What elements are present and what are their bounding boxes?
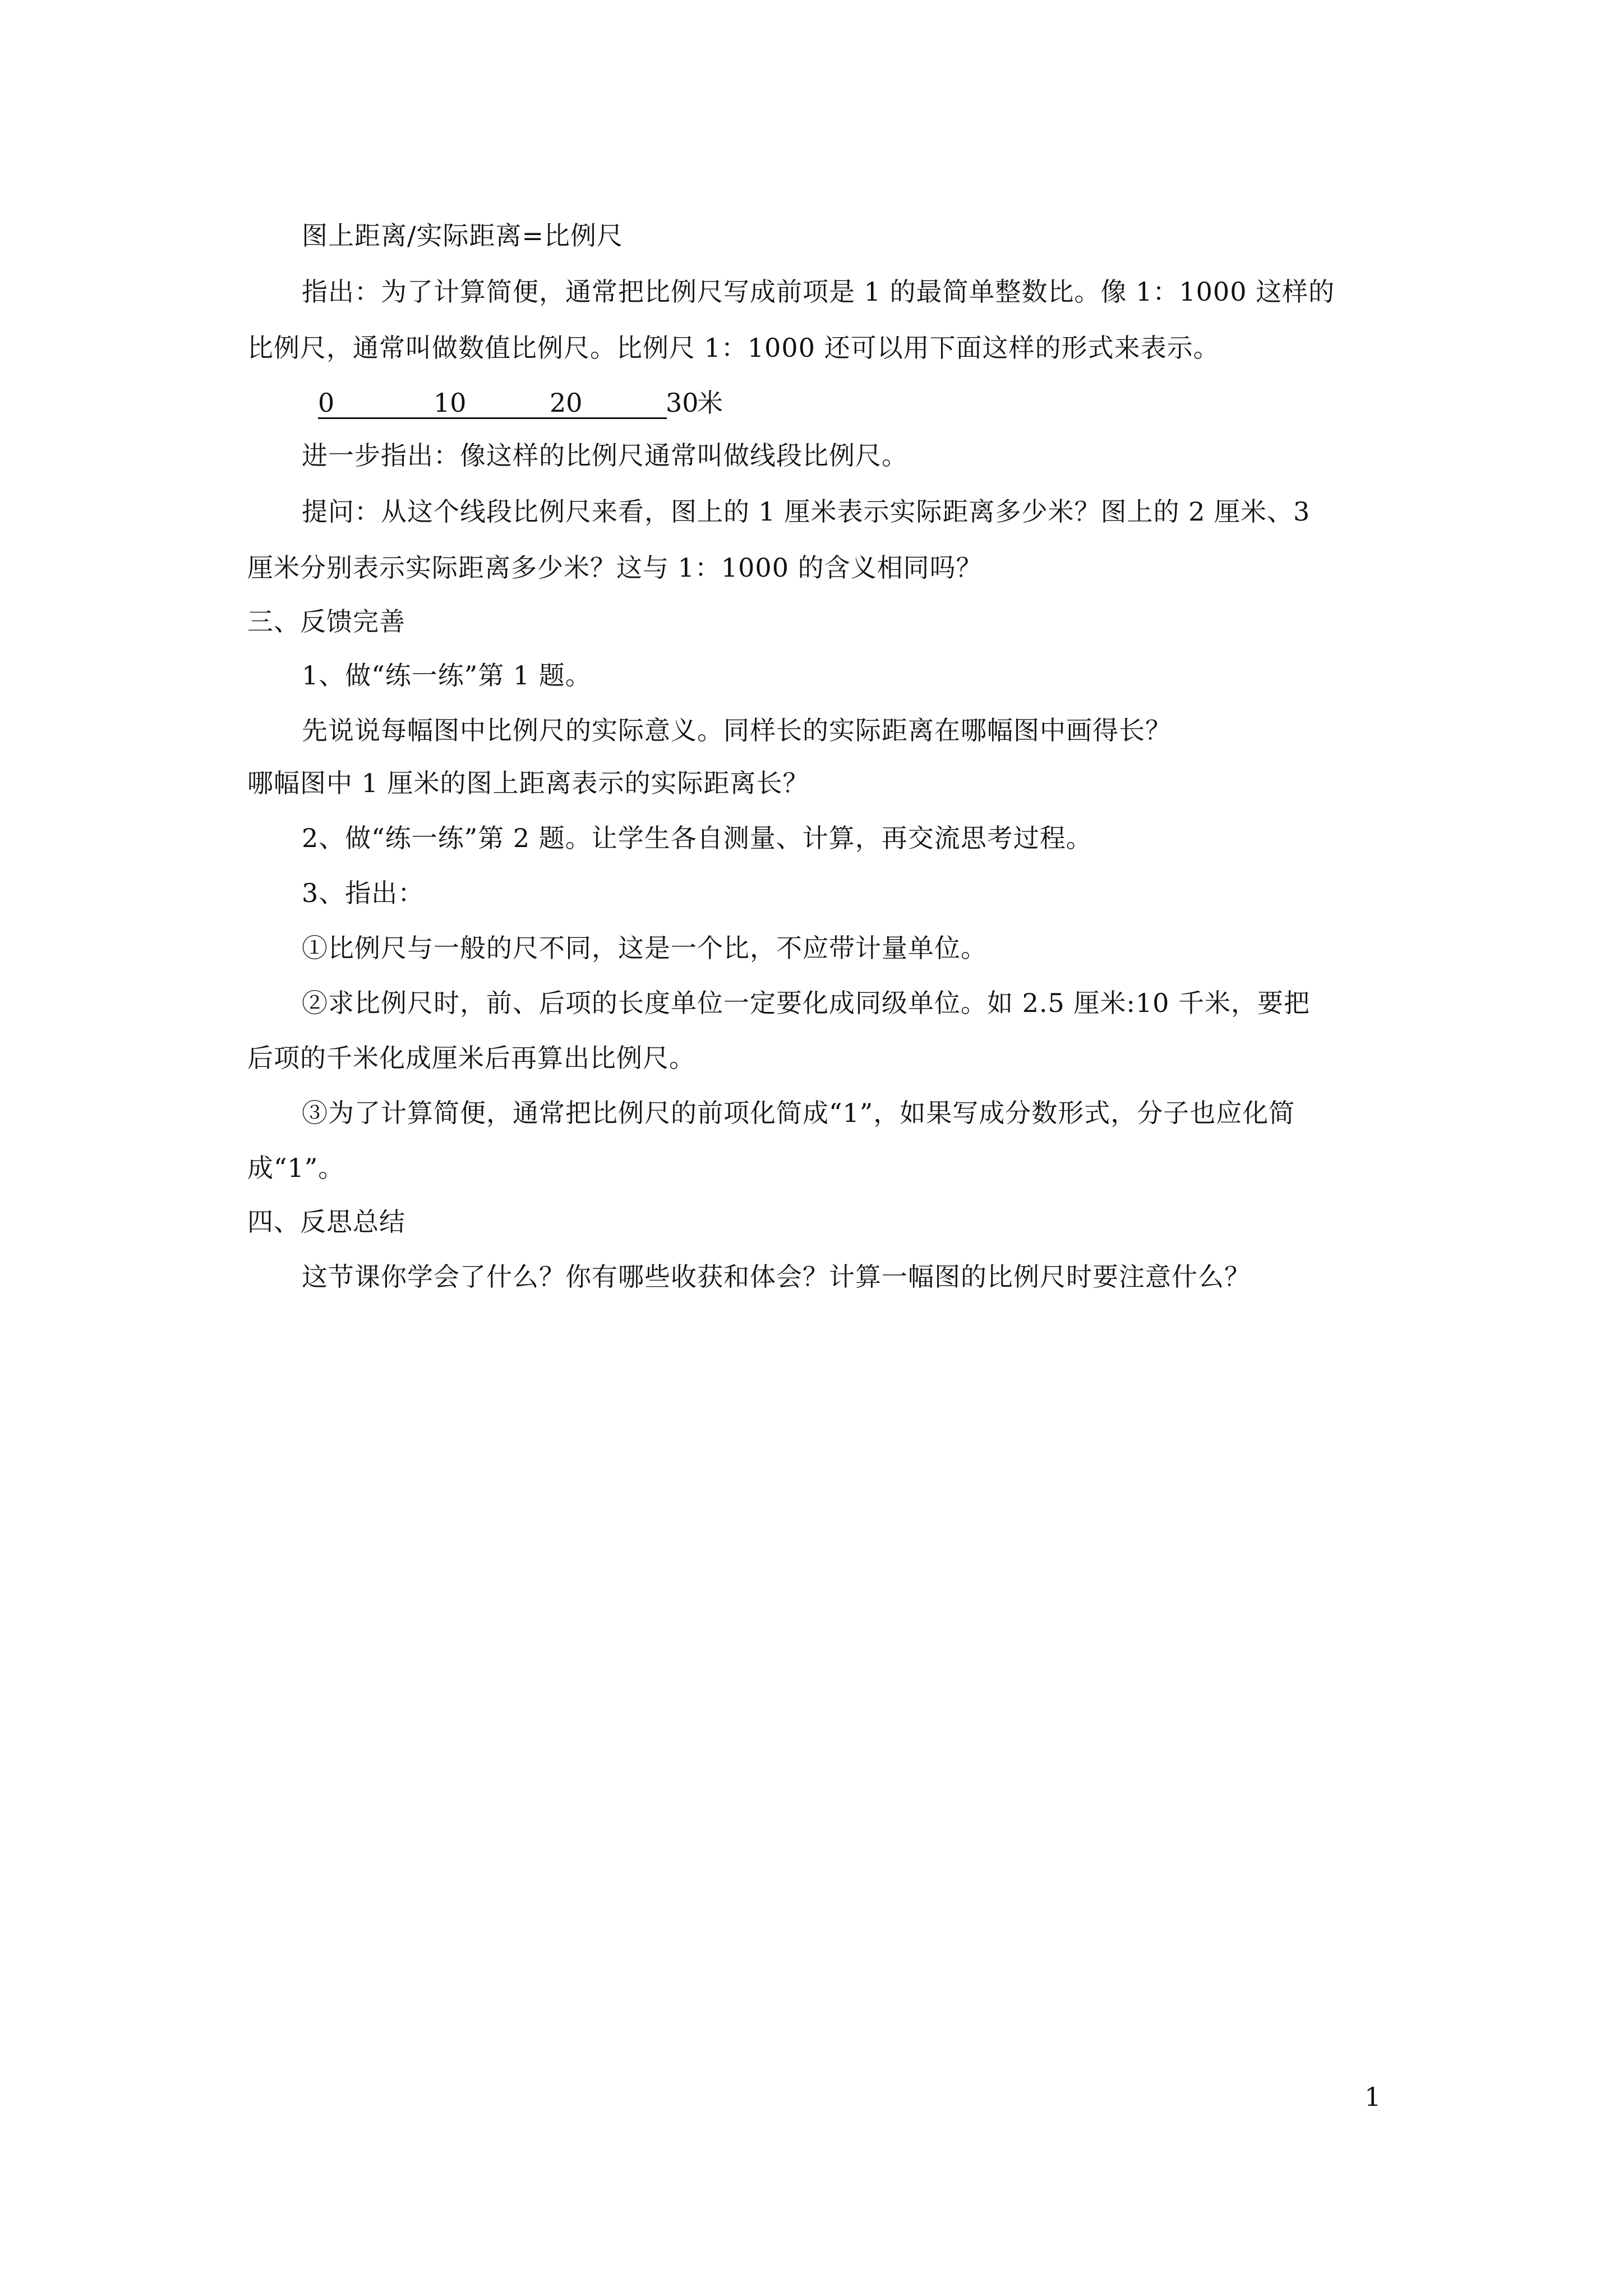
scale-tick-label: 20 <box>550 388 583 418</box>
paragraph-line: 指出：为了计算简便，通常把比例尺写成前项是 1 的最简单整数比。像 1：1000 这样的 <box>302 277 1335 307</box>
page-number: 1 <box>1364 2082 1381 2112</box>
paragraph-line: 哪幅图中 1 厘米的图上距离表示的实际距离长？ <box>247 768 809 798</box>
list-item: ①比例尺与一般的尺不同，这是一个比，不应带计量单位。 <box>302 933 987 963</box>
section-heading: 四、反思总结 <box>247 1207 405 1237</box>
list-item: ③为了计算简便，通常把比例尺的前项化简成“1”，如果写成分数形式，分子也应化简 <box>302 1098 1295 1128</box>
linear-scale-bar <box>318 386 767 420</box>
scale-line <box>318 417 667 419</box>
paragraph-line: 成“1”。 <box>247 1153 345 1183</box>
paragraph-line: 这节课你学会了什么？你有哪些收获和体会？计算一幅图的比例尺时要注意什么？ <box>302 1262 1251 1292</box>
list-item: 2、做“练一练”第 2 题。让学生各自测量、计算，再交流思考过程。 <box>302 823 1092 853</box>
paragraph-line: 厘米分别表示实际距离多少米？这与 1：1000 的含义相同吗？ <box>247 553 983 583</box>
list-item: 1、做“练一练”第 1 题。 <box>302 660 592 691</box>
scale-tick-label: 0 <box>318 388 335 418</box>
paragraph-line: 后项的千米化成厘米后再算出比例尺。 <box>247 1043 695 1073</box>
paragraph-line: 进一步指出：像这样的比例尺通常叫做线段比例尺。 <box>302 440 908 471</box>
list-item: ②求比例尺时，前、后项的长度单位一定要化成同级单位。如 2.5 厘米:10 千米，要把 <box>302 988 1311 1018</box>
paragraph-line: 提问：从这个线段比例尺来看，图上的 1 厘米表示实际距离多少米？图上的 2 厘米、3 <box>302 496 1311 527</box>
scale-unit-label: 米 <box>697 388 723 418</box>
paragraph-line: 先说说每幅图中比例尺的实际意义。同样长的实际距离在哪幅图中画得长？ <box>302 715 1172 746</box>
paragraph-line: 比例尺，通常叫做数值比例尺。比例尺 1：1000 还可以用下面这样的形式来表示。 <box>247 333 1220 363</box>
list-item: 3、指出： <box>302 878 425 908</box>
scale-tick-label: 30 <box>666 388 699 418</box>
scale-tick-label: 10 <box>434 388 467 418</box>
formula-text: 图上距离/实际距离=比例尺 <box>302 220 624 251</box>
section-heading: 三、反馈完善 <box>247 606 405 637</box>
